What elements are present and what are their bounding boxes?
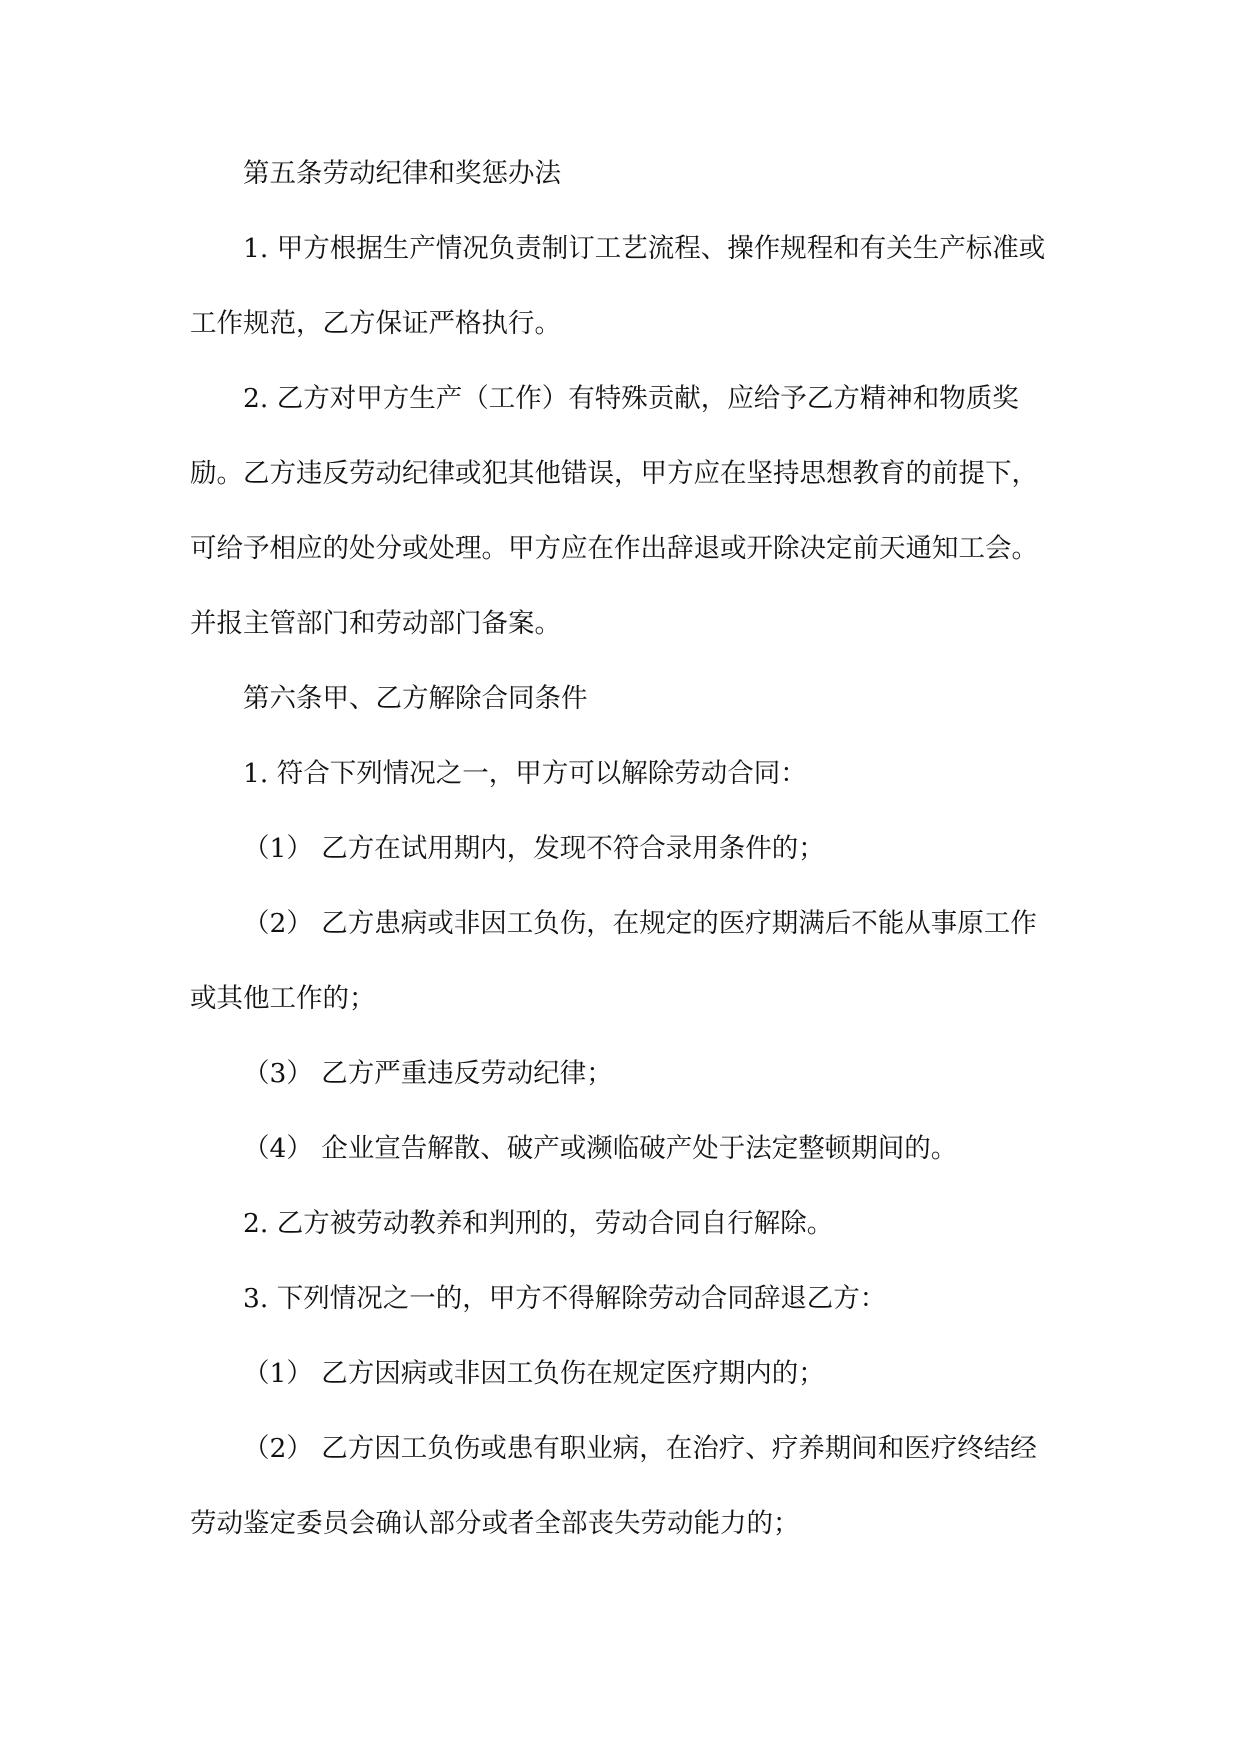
article-6-heading: 第六条甲、乙方解除合同条件 <box>243 683 588 714</box>
list-item: （2） 乙方患病或非因工负伤，在规定的医疗期满后不能从事原工作或其他工作的； <box>190 908 1037 1014</box>
list-item: （1） 乙方在试用期内，发现不符合录用条件的； <box>243 833 825 864</box>
paragraph: 2. 乙方对甲方生产（工作）有特殊贡献，应给予乙方精神和物质奖励。乙方违反劳动纪律或犯其他错误，甲方应在坚持思想教育的前提下，可给予相应的处分或处理。甲方应在作出辞退或开除决定前天通知工会。并报主管部门和劳动部门备案。 <box>190 383 1038 639</box>
paragraph: 1. 符合下列情况之一，甲方可以解除劳动合同： <box>243 758 807 789</box>
list-item: （4） 企业宣告解散、破产或濒临破产处于法定整顿期间的。 <box>243 1133 958 1164</box>
list-item: （3） 乙方严重违反劳动纪律； <box>243 1058 613 1089</box>
document-body <box>190 136 1062 1561</box>
list-item: （2） 乙方因工负伤或患有职业病，在治疗、疗养期间和医疗终结经劳动鉴定委员会确认部分或者全部丧失劳动能力的； <box>190 1433 1037 1539</box>
list-item: （1） 乙方因病或非因工负伤在规定医疗期内的； <box>243 1358 825 1389</box>
paragraph: 2. 乙方被劳动教养和判刑的，劳动合同自行解除。 <box>243 1208 834 1239</box>
paragraph: 1. 甲方根据生产情况负责制订工艺流程、操作规程和有关生产标准或工作规范，乙方保证严格执行。 <box>190 233 1046 339</box>
paragraph: 3. 下列情况之一的，甲方不得解除劳动合同辞退乙方： <box>243 1283 887 1314</box>
article-5-heading: 第五条劳动纪律和奖惩办法 <box>243 158 561 189</box>
